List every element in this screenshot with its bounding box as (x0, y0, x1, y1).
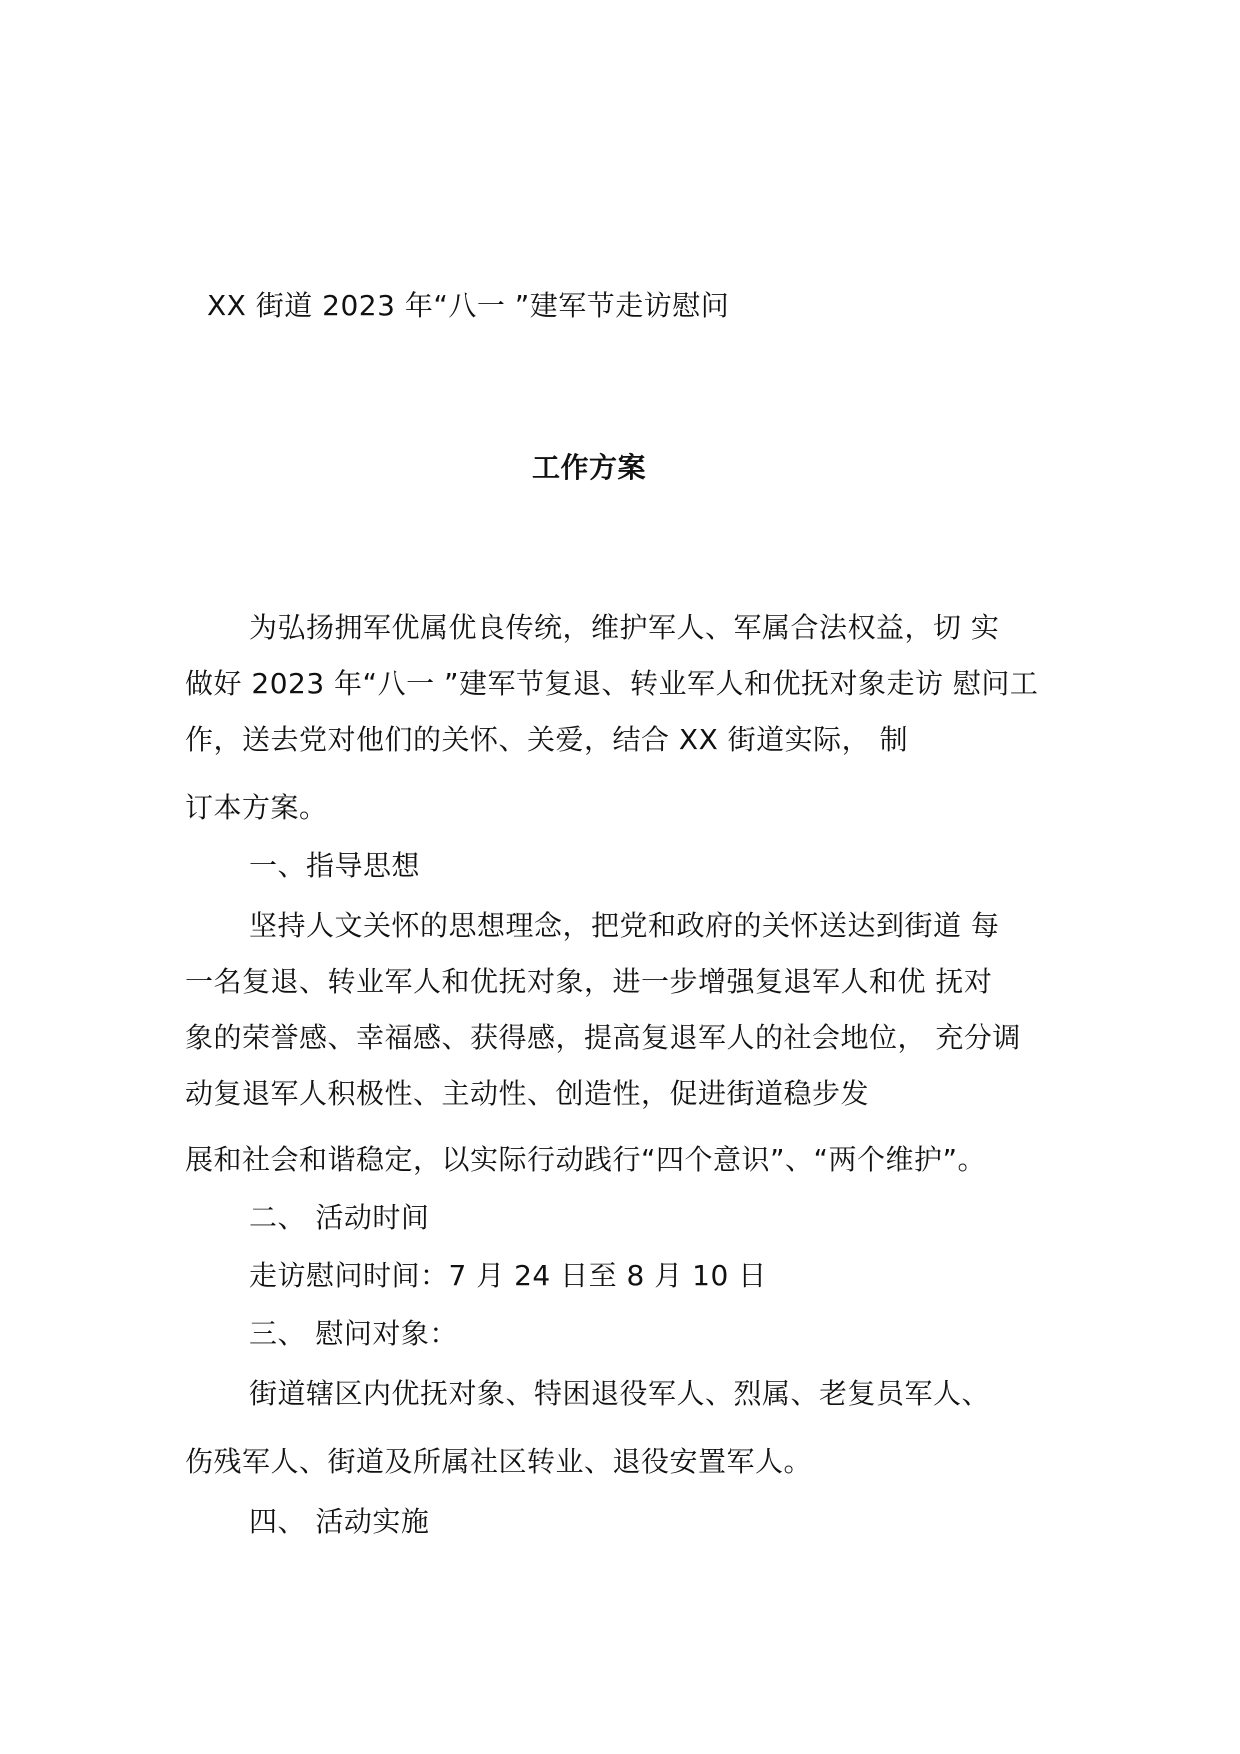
section1-paragraph-line: 动复退军人积极性、主动性、创造性，促进街道稳步发 (185, 1077, 870, 1110)
section1-paragraph-line: 坚持人文关怀的思想理念，把党和政府的关怀送达到街道 每 (249, 909, 1000, 942)
section-heading-visit-targets: 三、 慰问对象： (249, 1317, 458, 1350)
section-heading-activity-time: 二、 活动时间 (249, 1201, 430, 1234)
section1-paragraph-line: 一名复退、转业军人和优抚对象，进一步增强复退军人和优 抚对 (185, 965, 993, 998)
intro-paragraph-line: 作，送去党对他们的关怀、关爱，结合 XX 街道实际， 制 (185, 723, 909, 756)
section3-paragraph-line: 街道辖区内优抚对象、特困退役军人、烈属、老复员军人、 (249, 1377, 991, 1410)
intro-paragraph-line: 做好 2023 年“八一 ”建军节复退、转业军人和优抚对象走访 慰问工 (185, 667, 1039, 700)
document-subtitle: 工作方案 (532, 451, 647, 484)
intro-paragraph-line: 订本方案。 (185, 791, 328, 824)
section-heading-guiding-thought: 一、指导思想 (249, 849, 421, 882)
section1-paragraph-line: 象的荣誉感、幸福感、获得感，提高复退军人的社会地位， 充分调 (185, 1021, 1021, 1054)
intro-paragraph-line: 为弘扬拥军优属优良传统，维护军人、军属合法权益，切 实 (249, 611, 1000, 644)
section2-paragraph-line: 走访慰问时间：7 月 24 日至 8 月 10 日 (249, 1259, 767, 1292)
document-title: XX 街道 2023 年“八一 ”建军节走访慰问 (207, 289, 730, 322)
section3-paragraph-line: 伤残军人、街道及所属社区转业、退役安置军人。 (185, 1445, 813, 1478)
section-heading-activity-implementation: 四、 活动实施 (249, 1505, 430, 1538)
section1-paragraph-line: 展和社会和谐稳定，以实际行动践行“四个意识”、“两个维护”。 (185, 1143, 987, 1176)
